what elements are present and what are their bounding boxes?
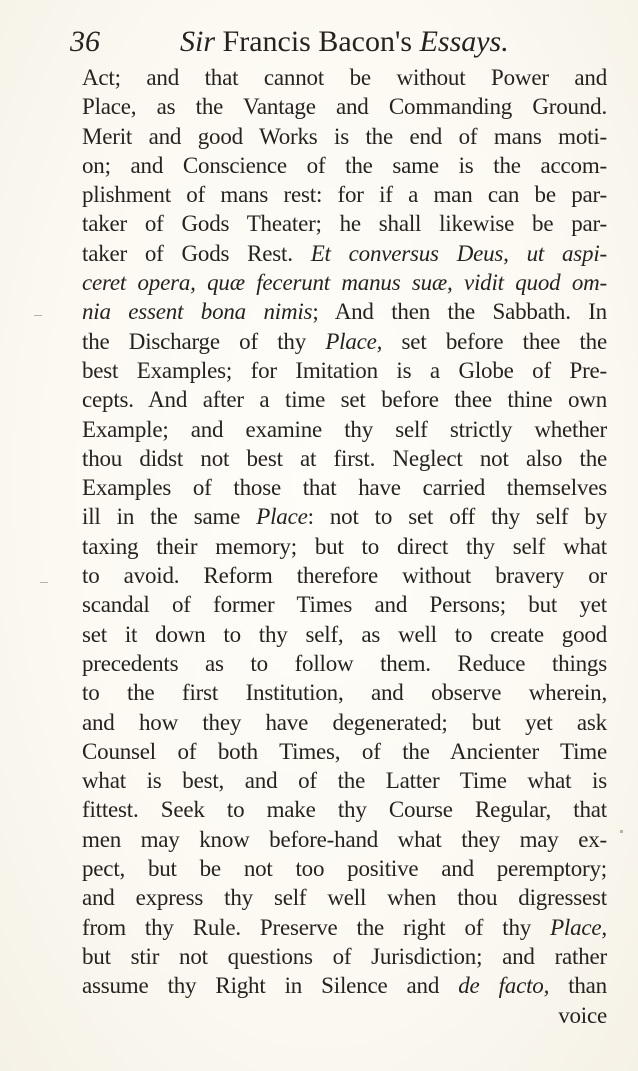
text-span: Act; and that cannot be without Power and [82,65,607,90]
text-span: and how they have degenerated; but yet ask [82,709,607,735]
text-line [82,444,607,473]
italic-text: de facto, [458,973,550,999]
text-line [82,239,607,268]
text-span: thou didst not best at first. Neglect not also the [82,445,607,471]
italic-text: Place, [325,328,383,354]
text-span: scandal of former Times and Persons; but yet [82,592,607,618]
text-line [82,883,607,912]
text-span: set it down to thy self, as well to create good [82,621,607,647]
text-span: assume thy Right in Silence and [82,973,459,999]
running-head-name: Francis Bacon's [215,25,420,58]
text-span: men may know before-hand what they may ex- [82,826,607,852]
text-line [82,297,607,326]
running-head-author: Sir [180,25,216,58]
text-span: Example; and examine thy self strictly whether [82,416,607,442]
text-span: plishment of mans rest: for if a man can be par- [82,182,607,208]
catchword: voice [558,1002,607,1028]
text-line [82,766,607,795]
text-span: precedents as to follow them. Reduce things [82,650,607,676]
text-span: Counsel of both Times, of the Ancienter Time [82,738,607,764]
text-span: cepts. And after a time set before thee thine own [82,387,607,413]
italic-text: Place, [550,914,607,940]
text-span: taxing their memory; but to direct thy self what [82,533,607,559]
text-line [82,795,607,824]
essay-text [82,63,607,1030]
text-line [82,92,607,121]
text-line [82,356,607,385]
page-number: 36 [70,25,100,58]
italic-text: Et conversus Deus, ut aspi- [310,240,607,266]
text-line [82,151,607,180]
text-span: ; And then the Sabbath. In [312,299,607,325]
text-line [82,678,607,707]
margin-mark [620,830,623,833]
text-span: from thy Rule. Preserve the right of thy [82,914,551,940]
text-span: taker of Gods Rest. [82,240,311,266]
running-head [180,22,509,62]
running-head-work: Essays. [419,25,509,58]
text-span: Place, as the Vantage and Commanding Ground. [82,94,607,120]
text-span: the Discharge of thy [82,328,326,354]
text-line [82,561,607,590]
margin-mark [34,315,42,316]
text-span: than [549,973,607,999]
text-line [82,620,607,649]
text-line [82,180,607,209]
text-span: fittest. Seek to make thy Course Regular, that [82,797,607,823]
text-line [82,385,607,414]
text-span: Merit and good Works is the end of mans moti- [82,123,607,149]
text-line [82,415,607,444]
text-line [82,268,607,297]
text-line [82,122,607,151]
text-line [82,971,607,1000]
text-line [82,209,607,238]
text-span: : not to set off thy self by [307,504,607,530]
text-line [82,63,607,92]
page-header [70,22,550,62]
text-line [82,649,607,678]
text-line [82,708,607,737]
text-span: and express thy self well when thou digressest [82,885,607,911]
text-line [82,532,607,561]
text-line [82,590,607,619]
text-span: but stir not questions of Jurisdiction; and rather [82,943,607,969]
italic-text: nia essent bona nimis [82,299,313,325]
text-span: on; and Conscience of the same is the accom- [82,152,607,178]
text-span: what is best, and of the Latter Time what is [82,768,607,794]
text-line [82,473,607,502]
text-span: best Examples; for Imitation is a Globe of Pre- [82,357,607,383]
italic-text: ceret opera, quæ fecerunt manus suæ, vidit quod om- [82,270,607,296]
text-span: set before thee the [382,328,607,354]
text-span: to avoid. Reform therefore without bravery or [82,563,607,589]
text-line [82,502,607,531]
text-line [82,327,607,356]
text-line [82,825,607,854]
text-span: taker of Gods Theater; he shall likewise be par- [82,211,607,237]
text-span: pect, but be not too positive and peremptory; [82,856,607,882]
text-line [82,913,607,942]
text-line [82,942,607,971]
italic-text: Place [256,504,308,530]
text-span: ill in the same [82,504,257,530]
text-span: Examples of those that have carried themselves [82,475,607,501]
margin-mark [40,582,48,583]
text-line [82,737,607,766]
text-line [82,854,607,883]
text-span: to the first Institution, and observe wherein, [82,680,607,706]
